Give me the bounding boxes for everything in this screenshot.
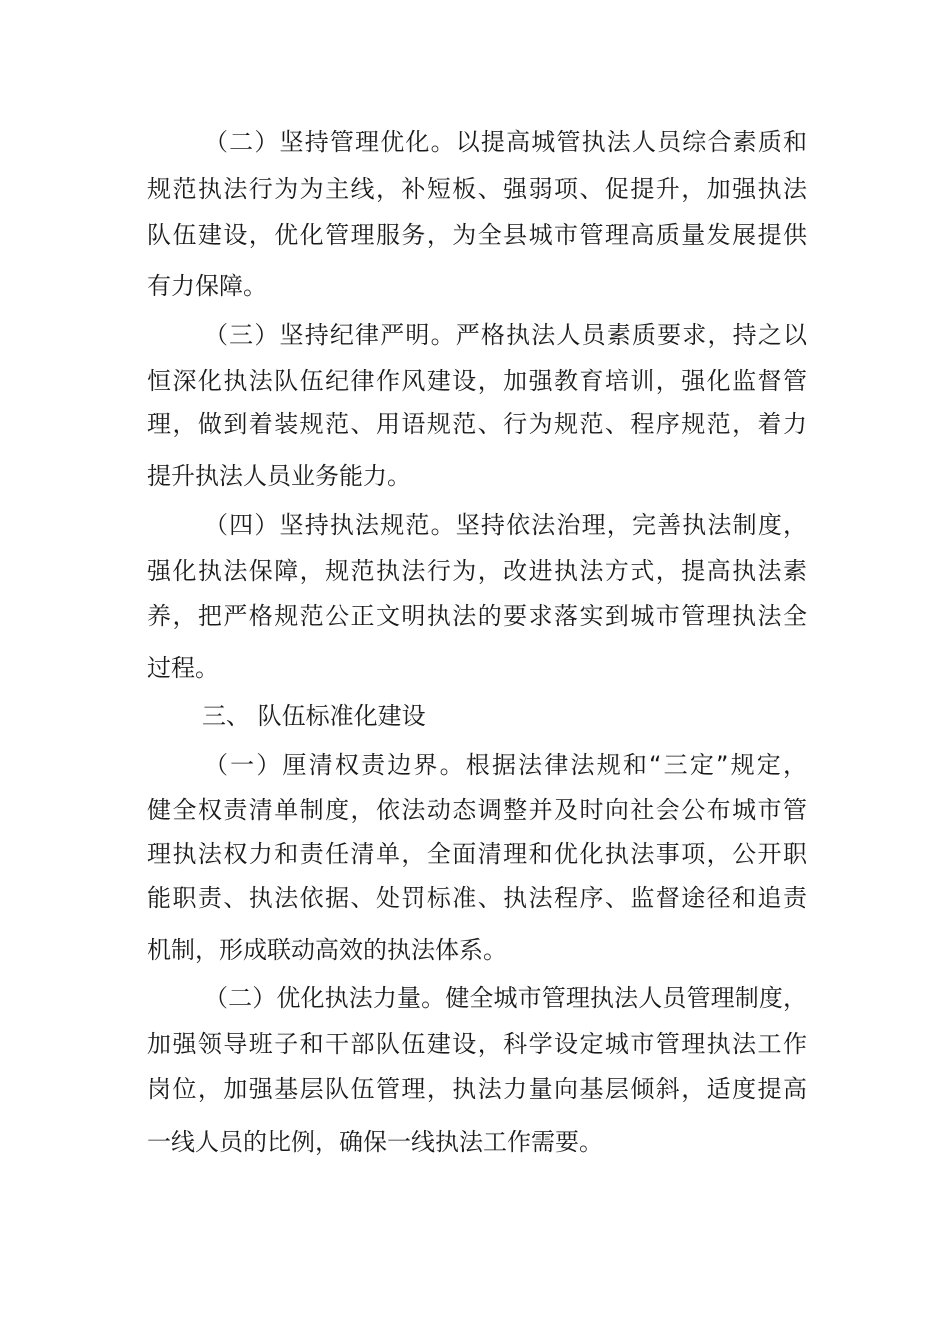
section-heading: 三、 队伍标准化建设 (202, 702, 426, 730)
paragraph-line: 过程。 (147, 654, 219, 682)
paragraph-line: 岗位，加强基层队伍管理，执法力量向基层倾斜，适度提高 (147, 1075, 807, 1103)
paragraph-line: 提升执法人员业务能力。 (147, 462, 411, 490)
paragraph-line: （二）坚持管理优化。以提高城管执法人员综合素质和 (204, 128, 807, 156)
paragraph-line: 理，做到着装规范、用语规范、行为规范、程序规范，着力 (147, 410, 807, 438)
paragraph-line: （二）优化执法力量。健全城市管理执法人员管理制度， (204, 984, 807, 1012)
paragraph-line: 强化执法保障，规范执法行为，改进执法方式，提高执法素 (147, 557, 807, 585)
paragraph-line: 加强领导班子和干部队伍建设，科学设定城市管理执法工作 (147, 1030, 807, 1058)
paragraph-line: （三）坚持纪律严明。严格执法人员素质要求，持之以 (204, 321, 807, 349)
paragraph-line: 一线人员的比例，确保一线执法工作需要。 (147, 1128, 603, 1156)
paragraph-line: （四）坚持执法规范。坚持依法治理，完善执法制度， (204, 511, 807, 539)
paragraph-line: 规范执法行为为主线，补短板、强弱项、促提升，加强执法 (147, 175, 807, 203)
paragraph-line: （一）厘清权责边界。根据法律法规和“三定”规定， (204, 751, 807, 779)
paragraph-line: 健全权责清单制度，依法动态调整并及时向社会公布城市管 (147, 796, 807, 824)
paragraph-line: 理执法权力和责任清单，全面清理和优化执法事项，公开职 (147, 840, 807, 868)
paragraph-line: 养，把严格规范公正文明执法的要求落实到城市管理执法全 (147, 602, 807, 630)
paragraph-line: 机制，形成联动高效的执法体系。 (147, 936, 507, 964)
paragraph-line: 队伍建设，优化管理服务，为全县城市管理高质量发展提供 (147, 221, 807, 249)
paragraph-line: 恒深化执法队伍纪律作风建设，加强教育培训，强化监督管 (147, 367, 807, 395)
paragraph-line: 有力保障。 (147, 272, 267, 300)
paragraph-line: 能职责、执法依据、处罚标准、执法程序、监督途径和追责 (147, 884, 807, 912)
